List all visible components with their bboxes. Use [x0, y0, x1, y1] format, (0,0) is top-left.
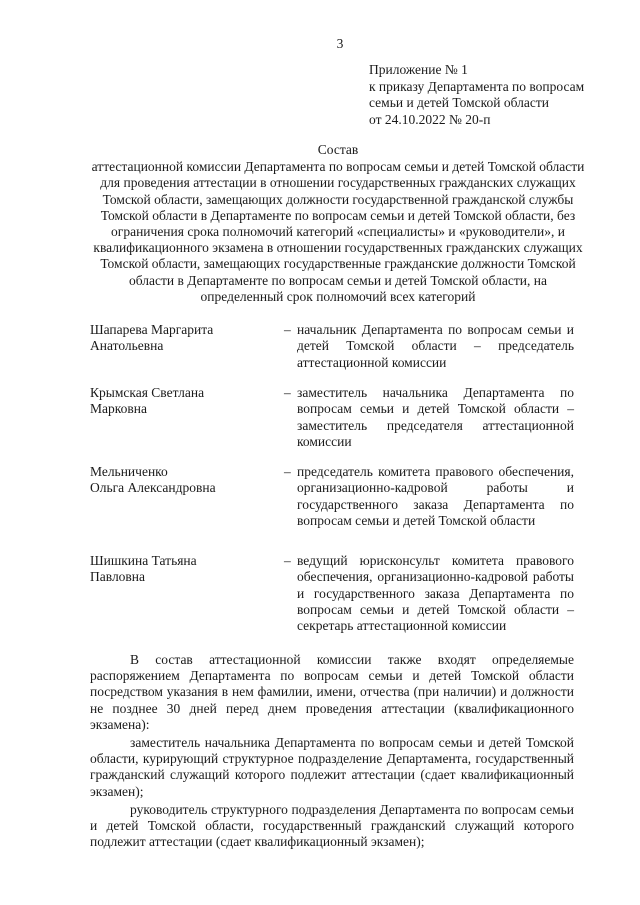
member-dash: –	[284, 464, 291, 479]
title-heading: Состав	[317, 142, 359, 157]
appendix-line-2: к приказу Департамента по вопросам	[369, 78, 585, 94]
member-name	[90, 322, 275, 355]
appendix-line-4: от 24.10.2022 № 20-п	[369, 111, 491, 127]
member-name-line: Крымская Светлана	[90, 385, 205, 400]
member-role: начальник Департамента по вопросам семьи и детей Томской области – председатель аттестационной комиссии	[297, 322, 574, 370]
member-name	[90, 553, 275, 586]
appendix-header	[369, 62, 619, 128]
body-text	[90, 652, 574, 852]
member-name-line: Анатольевна	[90, 338, 164, 354]
member-name-line: Ольга Александровна	[90, 480, 216, 496]
member-role: председатель комитета правового обеспечения, организационно-кадровой работы и государственного заказа Департамента по вопросам семьи и детей Томской области	[297, 464, 574, 528]
body-paragraph: руководитель структурного подразделения Департамента по вопросам семьи и детей Томской области, государственный гражданский служащий которого подлежит аттестации (сдает квалификационный экзамен);	[90, 801, 574, 850]
title-text: аттестационной комиссии Департамента по вопросам семьи и детей Томской области для проведения аттестации в отношении государственных гражданских служащих Томской области, замещающих должности государственной гражданской службы Томской области в Департаменте по вопросам семьи и детей Томской области, без ограничения срока полномочий категорий «специалисты» и «руководители», и квалификационного экзамена в отношении государственных гражданских служащих Томской области, замещающих государственные гражданские должности Томской области в Департаменте по вопросам семьи и детей Томской области, на определенный срок полномочий всех категорий	[91, 159, 585, 304]
member-name	[90, 385, 275, 418]
member-dash: –	[284, 385, 291, 400]
member-row	[90, 553, 574, 649]
appendix-line-1: Приложение № 1	[369, 62, 468, 77]
member-name-line: Мельниченко	[90, 464, 168, 479]
member-name-line: Шапарева Маргарита	[90, 322, 214, 337]
document-title	[88, 142, 588, 305]
member-name	[90, 464, 275, 497]
appendix-line-3: семьи и детей Томской области	[369, 95, 550, 110]
body-paragraph: заместитель начальника Департамента по вопросам семьи и детей Томской области, курирующий структурное подразделение Департамента, государственный гражданский служащий которого подлежит аттестации (сдает квалификационный экзамен);	[90, 735, 574, 799]
member-row	[90, 322, 574, 385]
member-row	[90, 385, 574, 464]
member-role: заместитель начальника Департамента по вопросам семьи и детей Томской области – заместитель председателя аттестационной комиссии	[297, 385, 574, 449]
members-list	[90, 322, 574, 649]
member-name-line: Павловна	[90, 569, 146, 585]
member-dash: –	[284, 322, 291, 337]
member-dash: –	[284, 553, 291, 568]
member-name-line: Марковна	[90, 401, 147, 417]
member-name-line: Шишкина Татьяна	[90, 553, 197, 568]
member-role: ведущий юрисконсульт комитета правового обеспечения, организационно-кадровой работы и государственного заказа Департамента по вопросам семьи и детей Томской области – секретарь аттестационной комиссии	[297, 553, 574, 634]
body-paragraph: В состав аттестационной комиссии также входят определяемые распоряжением Департамента по вопросам семьи и детей Томской области посредством указания в нем фамилии, имени, отчества (при наличии) и должности не позднее 30 дней перед днем проведения аттестации (квалификационного экзамена):	[90, 652, 574, 732]
page-number: 3	[336, 36, 344, 51]
member-row	[90, 464, 574, 553]
